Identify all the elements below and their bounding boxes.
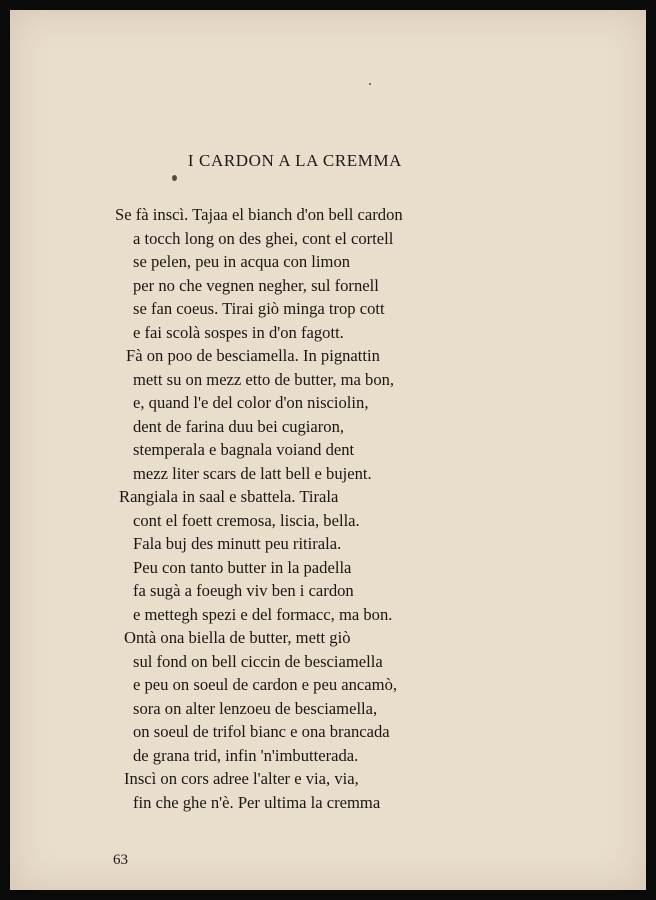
verse-line: se fan coeus. Tirai giò minga trop cott (133, 299, 385, 318)
verse-line: Rangiala in saal e sbattela. Tirala (119, 487, 339, 506)
verse-line: Peu con tanto butter in la padella (133, 557, 352, 577)
poem-title: I CARDON A LA CREMMA (187, 151, 403, 170)
page-number: 63 (113, 852, 128, 868)
verse-line: Fà on poo de besciamella. In pignattin (126, 346, 380, 365)
verse-line: e fai scolà sospes in d'on fagott. (133, 322, 344, 342)
ink-speck (369, 83, 371, 85)
verse-line: e, quand l'e del color d'on nisciolin, (133, 393, 369, 412)
verse-line: mett su on mezz etto de butter, ma bon, (133, 369, 395, 389)
verse-line: Fala buj des minutt peu ritirala. (133, 534, 342, 553)
book-page (10, 10, 646, 890)
verse-line: stemperala e bagnala voiand dent (133, 440, 355, 459)
verse-line: on soeul de trifol bianc e ona brancada (133, 722, 390, 741)
verse-line: Se fà inscì. Tajaa el bianch d'on bell cardon (115, 205, 403, 224)
verse-line: Ontà ona biella de butter, mett giò (124, 628, 351, 647)
verse-line: fin che ghe n'è. Per ultima la cremma (133, 792, 381, 812)
verse-line: mezz liter scars de latt bell e bujent. (133, 463, 372, 483)
verse-line: a tocch long on des ghei, cont el cortell (133, 228, 394, 248)
verse-line: per no che vegnen negher, sul fornell (133, 275, 379, 295)
verse-line: sul fond on bell ciccin de besciamella (133, 651, 383, 671)
poem-verse (10, 203, 646, 814)
verse-line: Inscì on cors adree l'alter e via, via, (124, 769, 359, 788)
verse-line: e peu on soeul de cardon e peu ancamò, (133, 675, 398, 694)
verse-line: fa sugà a foeugh viv ben i cardon (133, 581, 354, 600)
ink-speck (172, 175, 177, 181)
verse-line: se pelen, peu in acqua con limon (133, 252, 351, 271)
verse-line: sora on alter lenzoeu de besciamella, (133, 698, 378, 718)
verse-line: dent de farina duu bei cugiaron, (133, 416, 345, 436)
verse-line: cont el foett cremosa, liscia, bella. (133, 510, 360, 530)
verse-line: de grana trid, infin 'n'imbutterada. (133, 745, 359, 765)
verse-line: e mettegh spezi e del formacc, ma bon. (133, 604, 393, 624)
